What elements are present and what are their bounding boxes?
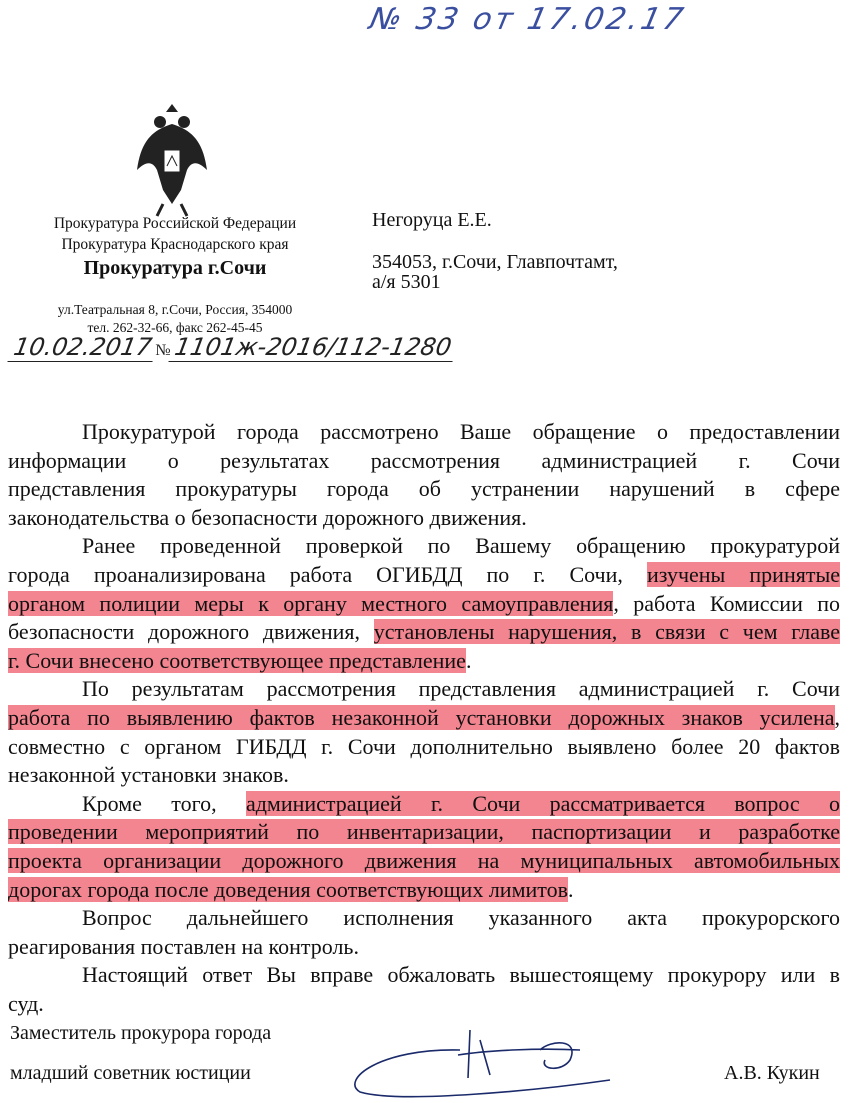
body-line <box>8 818 840 847</box>
highlighted-text: работа по выявлению фактов незаконной установки дорожных знаков усилена <box>8 704 835 730</box>
body-line <box>8 704 840 733</box>
org-address: ул.Театральная 8, г.Сочи, Россия, 354000 <box>57 302 293 317</box>
body-text: Ранее проведенной проверкой по Вашему обращению прокуратурой <box>82 533 840 559</box>
body-line <box>8 561 840 590</box>
body-line <box>8 961 840 990</box>
body-line <box>8 733 840 762</box>
body-line <box>8 933 840 962</box>
body-line <box>8 847 840 876</box>
highlighted-text: органом полиции меры к органу местного самоуправления <box>8 590 614 616</box>
body-line <box>8 475 840 504</box>
body-text: информации о результатах рассмотрения администрацией г. Сочи <box>8 447 840 473</box>
body-text: По результатам рассмотрения представления администрацией г. Сочи <box>82 676 840 702</box>
body-line <box>8 990 840 1019</box>
registration-date: 10.02.2017 <box>7 333 158 362</box>
body-line <box>8 876 840 905</box>
body-text: незаконной установки знаков. <box>8 762 289 788</box>
number-sign: № <box>155 342 171 359</box>
body-text: реагирования поставлен на контроль. <box>8 933 359 959</box>
body-line <box>8 504 840 533</box>
body-line <box>8 532 840 561</box>
highlighted-text: проекта организации дорожного движения на муниципальных автомобильных <box>8 847 840 873</box>
body-text: совместно с органом ГИБДД г. Сочи дополнительно выявлено более 20 фактов <box>8 733 840 759</box>
signer-rank: младший советник юстиции <box>10 1062 251 1084</box>
body-text: города проанализирована работа ОГИБДД по г. Сочи, <box>8 561 647 587</box>
org-phone: тел. 262-32-66, факс 262-45-45 <box>87 320 263 335</box>
recipient-name: Негоруца Е.Е. <box>372 209 492 231</box>
recipient-address-line1: 354053, г.Сочи, Главпочтамт, <box>372 251 618 273</box>
org-line-region: Прокуратура Краснодарского края <box>61 236 289 253</box>
body-line <box>8 618 840 647</box>
signer-name: А.В. Кукин <box>724 1062 820 1084</box>
body-line <box>8 647 840 676</box>
body-line <box>8 904 840 933</box>
highlighted-text: г. Сочи внесено соответствующее представление <box>8 647 466 673</box>
highlighted-text: администрацией г. Сочи рассматривается вопрос о <box>245 790 840 816</box>
highlighted-text: проведении мероприятий по инвентаризации, паспортизации и разработке <box>8 819 840 845</box>
body-text: Вопрос дальнейшего исполнения указанного акта прокурорского <box>82 905 840 931</box>
handwritten-signature <box>340 1020 630 1100</box>
body-text: безопасности дорожного движения, <box>8 619 374 645</box>
registration-line <box>10 333 455 362</box>
body-text: представления прокуратуры города об устранении нарушений в сфере <box>8 476 840 502</box>
body-line <box>8 590 840 619</box>
highlighted-text: установлены нарушения, в связи с чем главе <box>373 619 840 645</box>
letter-body <box>8 418 840 1018</box>
recipient-address-line2: а/я 5301 <box>372 271 441 293</box>
org-line-federation: Прокуратура Российской Федерации <box>53 215 297 232</box>
body-line <box>8 418 840 447</box>
highlighted-text: дорогах города после доведения соответствующих лимитов <box>8 876 568 902</box>
body-text: суд. <box>8 990 44 1016</box>
body-line <box>8 790 840 819</box>
coat-of-arms-icon <box>133 100 211 220</box>
body-line <box>8 761 840 790</box>
signer-position: Заместитель прокурора города <box>10 1022 272 1044</box>
body-text: , <box>834 704 840 730</box>
body-line <box>8 675 840 704</box>
body-line <box>8 447 840 476</box>
body-text: Кроме того, <box>82 790 246 816</box>
org-office-name: Прокуратура г.Сочи <box>83 257 267 279</box>
body-text: . <box>465 647 472 673</box>
body-text: законодательства о безопасности дорожного движения. <box>8 504 527 530</box>
body-text: . <box>567 876 574 902</box>
body-text: Прокуратурой города рассмотрено Ваше обращение о предоставлении <box>82 419 840 444</box>
registration-number: 1101ж-2016/112-1280 <box>168 333 457 362</box>
highlighted-text: изучены принятые <box>646 561 840 587</box>
body-text: Настоящий ответ Вы вправе обжаловать вышестоящему прокурору или в <box>82 962 840 988</box>
handwritten-incoming-number: № 33 от 17.02.17 <box>366 2 690 37</box>
body-text: , работа Комиссии по <box>613 590 840 616</box>
